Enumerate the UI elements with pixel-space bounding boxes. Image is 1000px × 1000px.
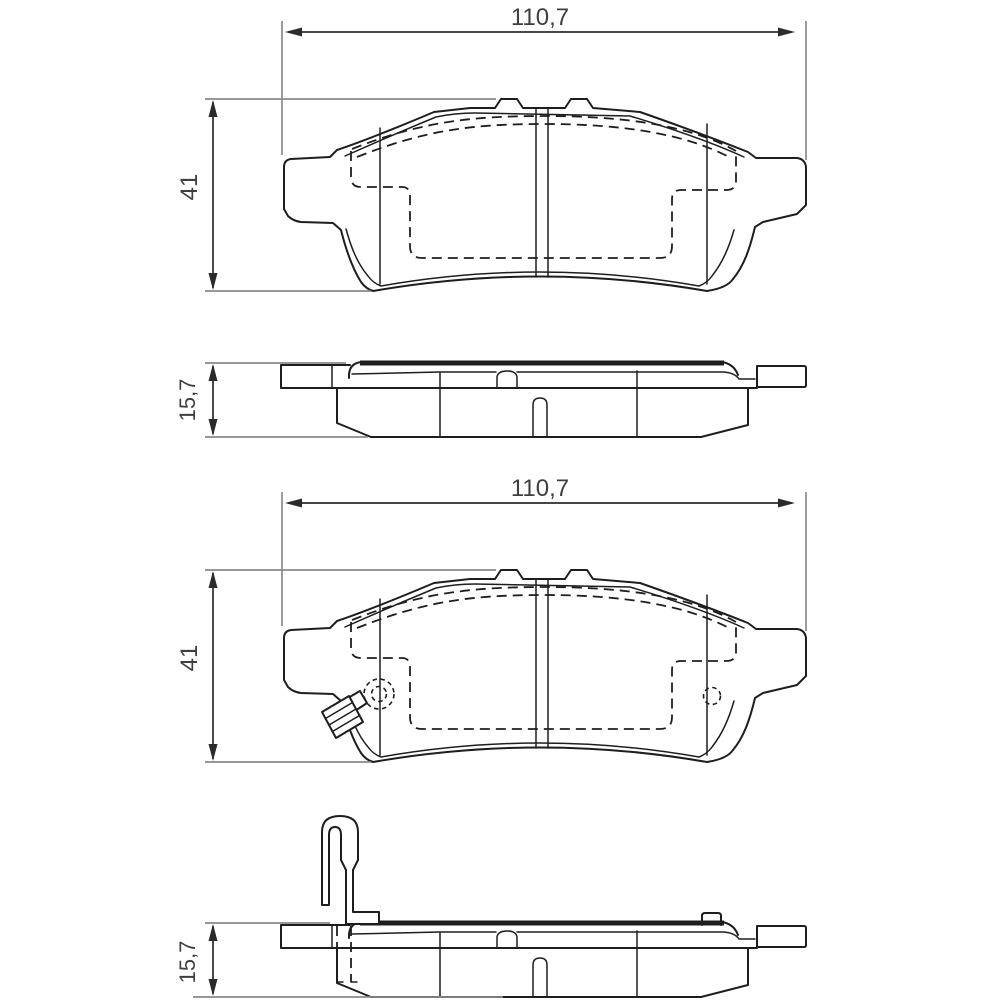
dimension-label-height-top: 41 (176, 173, 203, 201)
dimension-label-width-bottom: 110,7 (510, 475, 570, 502)
dimension-label-width-top: 110,7 (510, 4, 570, 31)
dimension-label-thickness-bottom: 15,7 (175, 940, 200, 984)
dimension-label-height-bottom: 41 (176, 644, 203, 672)
dimension-label-thickness-top: 15,7 (175, 378, 200, 422)
